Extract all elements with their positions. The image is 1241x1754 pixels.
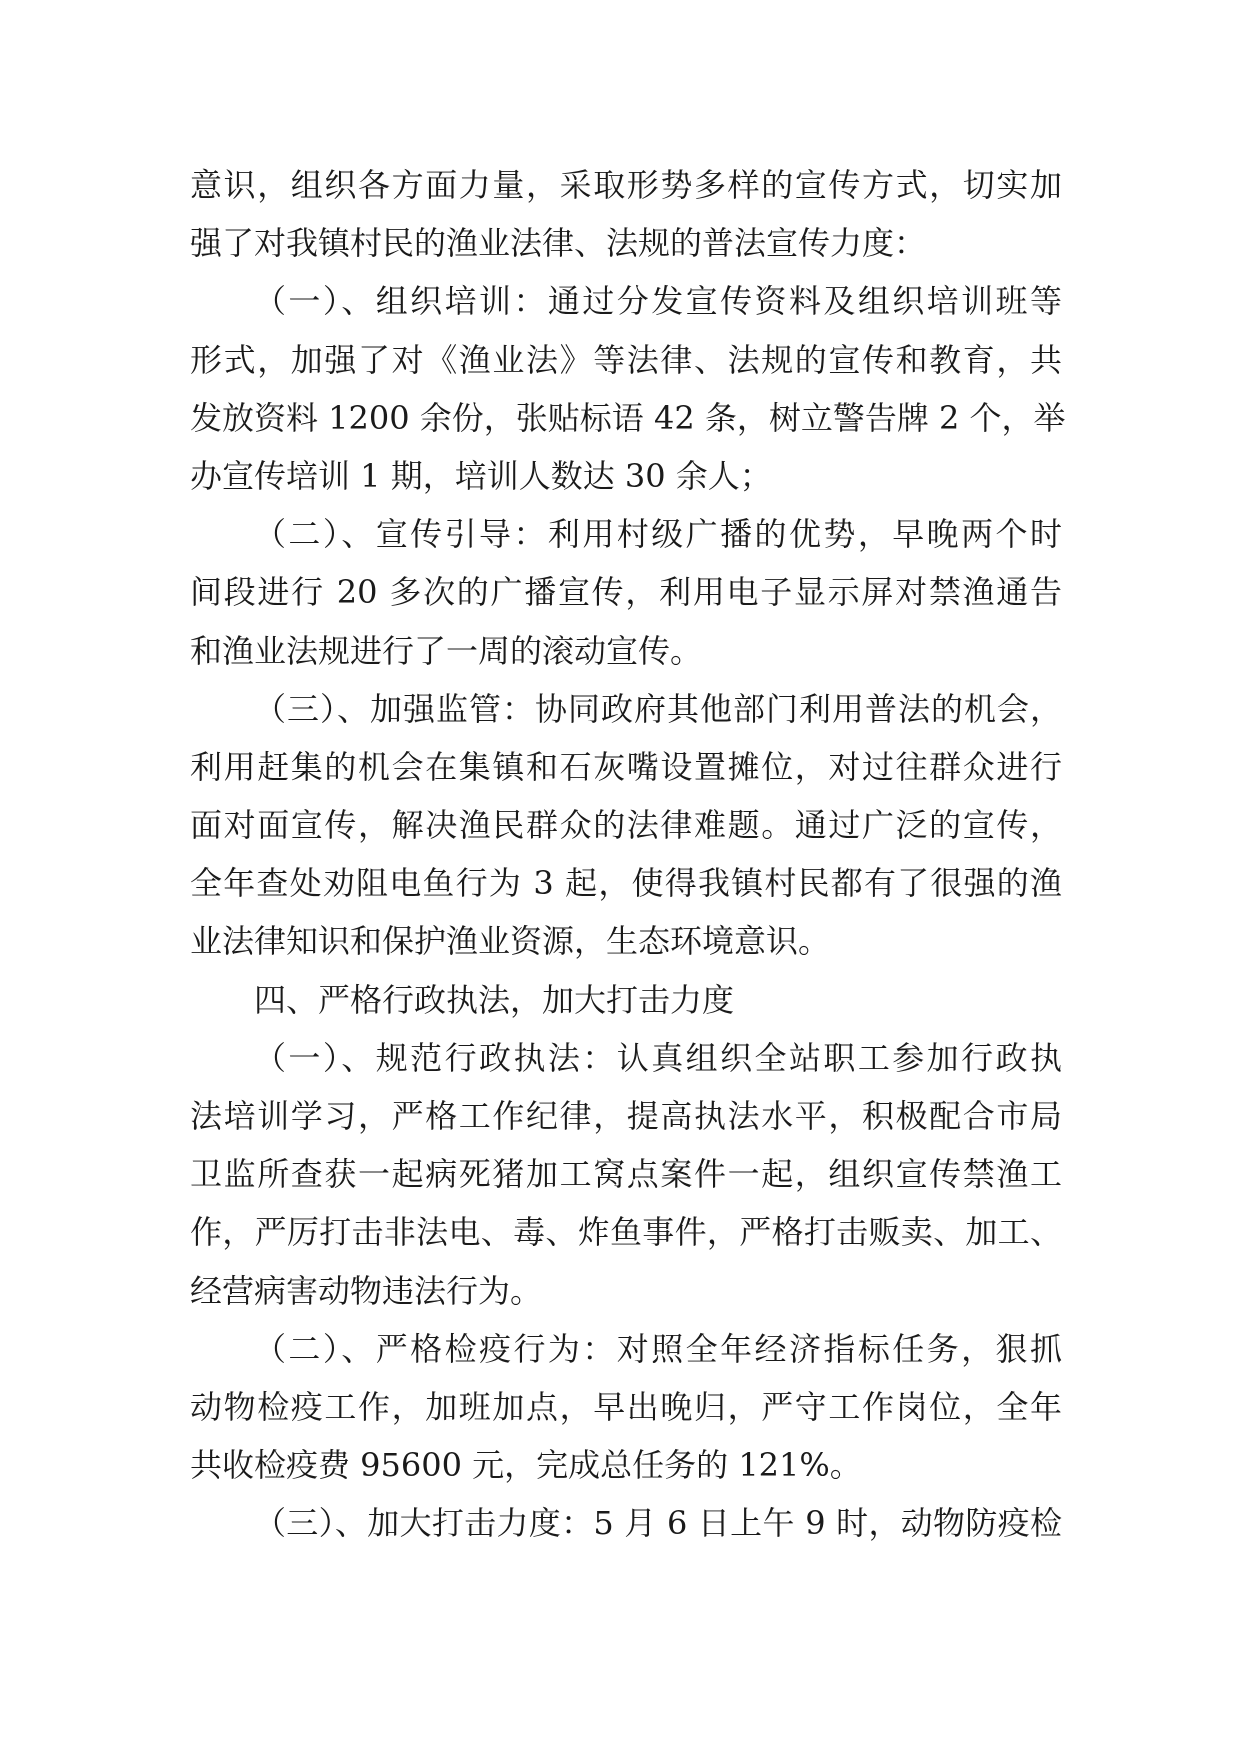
text-line: （二）、严格检疫行为：对照全年经济指标任务，狠抓 [254, 1329, 1062, 1368]
section-heading: 四、严格行政执法，加大打击力度 [254, 980, 735, 1019]
text-line: 利用赶集的机会在集镇和石灰嘴设置摊位，对过往群众进行 [190, 747, 1062, 786]
text-line: （三）、加强监管：协同政府其他部门利用普法的机会， [254, 689, 1062, 728]
text-line: 动物检疫工作，加班加点，早出晚归，严守工作岗位，全年 [190, 1387, 1062, 1426]
text-line: 强了对我镇村民的渔业法律、法规的普法宣传力度： [190, 224, 927, 263]
text-line: 和渔业法规进行了一周的滚动宣传。 [190, 631, 703, 670]
text-line: （一）、规范行政执法：认真组织全站职工参加行政执 [254, 1038, 1062, 1077]
text-line: 经营病害动物违法行为。 [190, 1271, 543, 1310]
text-line: 意识，组织各方面力量，采取形势多样的宣传方式，切实加 [190, 166, 1062, 204]
text-line: 业法律知识和保护渔业资源，生态环境意识。 [190, 922, 831, 961]
text-line: 发放资料 1200 余份，张贴标语 42 条，树立警告牌 2 个，举 [190, 398, 1066, 437]
text-line: 共收检疫费 95600 元，完成总任务的 121%。 [190, 1446, 862, 1485]
text-line: 办宣传培训 1 期，培训人数达 30 余人； [190, 456, 772, 495]
text-line: 间段进行 20 多次的广播宣传，利用电子显示屏对禁渔通告 [190, 573, 1062, 612]
document-body [190, 156, 1066, 1553]
text-line: 面对面宣传，解决渔民群众的法律难题。通过广泛的宣传， [190, 806, 1062, 845]
text-line: 法培训学习，严格工作纪律，提高执法水平，积极配合市局 [190, 1097, 1062, 1135]
text-line: 形式，加强了对《渔业法》等法律、法规的宣传和教育，共 [190, 340, 1062, 379]
text-line: （三）、加大打击力度：5 月 6 日上午 9 时，动物防疫检 [254, 1504, 1062, 1543]
text-line: （二）、宣传引导：利用村级广播的优势，早晚两个时 [254, 515, 1062, 554]
text-line: 全年查处劝阻电鱼行为 3 起，使得我镇村民都有了很强的渔 [190, 864, 1062, 903]
text-line: 卫监所查获一起病死猪加工窝点案件一起，组织宣传禁渔工 [190, 1155, 1062, 1194]
text-line: （一）、组织培训：通过分发宣传资料及组织培训班等 [254, 282, 1062, 321]
text-line: 作，严厉打击非法电、毒、炸鱼事件，严格打击贩卖、加工、 [190, 1213, 1062, 1252]
